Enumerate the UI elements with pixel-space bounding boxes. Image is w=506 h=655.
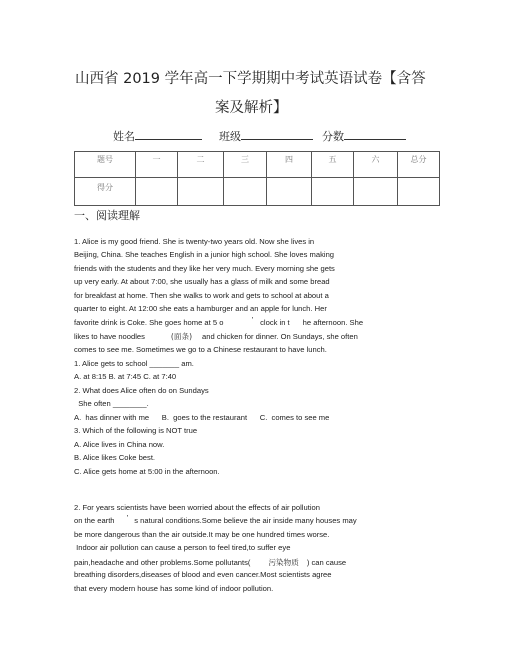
question-line: C. Alice gets home at 5:00 in the afternoon. [74,467,220,476]
passage2-line: 2. For years scientists have been worried about the effects of air pollution [74,503,320,512]
passage1-line: 1. Alice is my good friend. She is twenty-two years old. Now she lives in [74,237,315,246]
line7-apostrophe: ’ [251,315,254,324]
passage2-line2 [74,513,357,525]
header-cell: 六 [354,152,398,178]
line7-part-d: he afternoon. She [302,318,364,327]
score-cell [224,178,267,206]
passage1-line: for breakfast at home. Then she walks to work and gets to school at about a [74,291,329,300]
passage1-line: friends with the students and they like her very much. Every morning she gets [74,264,335,273]
header-cell: 题号 [75,152,136,178]
score-cell [354,178,398,206]
line2-apostrophe: ’ [126,513,129,522]
class-label: 班级 [219,130,241,143]
header-cell: 二 [178,152,224,178]
line2-part-a: on the earth [74,516,115,525]
line7-part-c: clock in t [260,318,290,327]
name-label: 姓名 [113,130,135,143]
question-line: A. at 8:15 B. at 7:45 C. at 7:40 [74,372,177,381]
question-line: B. Alice likes Coke best. [74,453,156,462]
passage2-line5 [74,557,346,568]
question-line: A. has dinner with me B. goes to the restaurant C. comes to see me [74,413,330,422]
document-title-line1: 山西省 2019 学年高一下学期期中考试英语试卷【含答 [75,71,426,87]
passage1-line: Beijing, China. She teaches English in a junior high school. She loves making [74,250,335,259]
passage1-line: up very early. At about 7:00, she usually has a glass of milk and some bread [74,277,330,286]
question-line: A. Alice lives in China now. [74,440,165,449]
passage1-line: quarter to eight. At 12:00 she eats a hamburger and an apple for lunch. Her [74,304,327,313]
question-line: 3. Which of the following is NOT true [74,426,198,435]
passage2-line: be more dangerous than the air outside.It may be one hundred times worse. [74,530,330,539]
score-cell [312,178,354,206]
score-table-header-row [75,152,440,178]
passage1-line: comes to see me. Sometimes we go to a Chinese restaurant to have lunch. [74,345,327,354]
score-cell [267,178,312,206]
passage2-line: that every modern house has some kind of indoor pollution. [74,584,274,593]
header-cell: 一 [136,152,178,178]
section-heading-reading: 一、阅读理解 [74,209,140,222]
score-table-score-row [75,178,440,206]
passage2-line: Indoor air pollution can cause a person to feel tired,to suffer eye [74,543,291,552]
noodles-gloss: (面条) [170,332,193,341]
question-line: She often ________. [74,399,149,408]
class-blank [241,128,313,140]
name-blank [135,128,202,140]
header-cell: 四 [267,152,312,178]
header-cell: 三 [224,152,267,178]
line5-part-b: ) can cause [306,558,347,567]
question-line: 2. What does Alice often do on Sundays [74,386,209,395]
line2-part-c: s natural conditions.Some believe the air inside many houses may [134,516,357,525]
document-title-line2: 案及解析】 [215,100,288,116]
score-label: 分数 [322,130,344,143]
score-cell [398,178,440,206]
line8-part-a: likes to have noodles [74,332,145,341]
score-cell [136,178,178,206]
score-cell [178,178,224,206]
score-row-label: 得分 [75,178,136,206]
line5-part-a: pain,headache and other problems.Some pollutants( [74,558,251,567]
pollutants-gloss: 污染物质 [268,558,299,567]
passage1-line8 [74,331,358,342]
header-cell: 五 [312,152,354,178]
student-info-line [113,128,406,144]
score-blank [344,128,406,140]
header-cell: 总分 [398,152,440,178]
score-table [74,151,440,206]
line8-part-b: and chicken for dinner. On Sundays, she often [202,332,358,341]
line7-part-a: favorite drink is Coke. She goes home at 5 o [74,318,224,327]
passage2-line: breathing disorders,diseases of blood and even cancer.Most scientists agree [74,570,332,579]
passage1-line7 [74,315,364,327]
question-line: 1. Alice gets to school _______ am. [74,359,194,368]
